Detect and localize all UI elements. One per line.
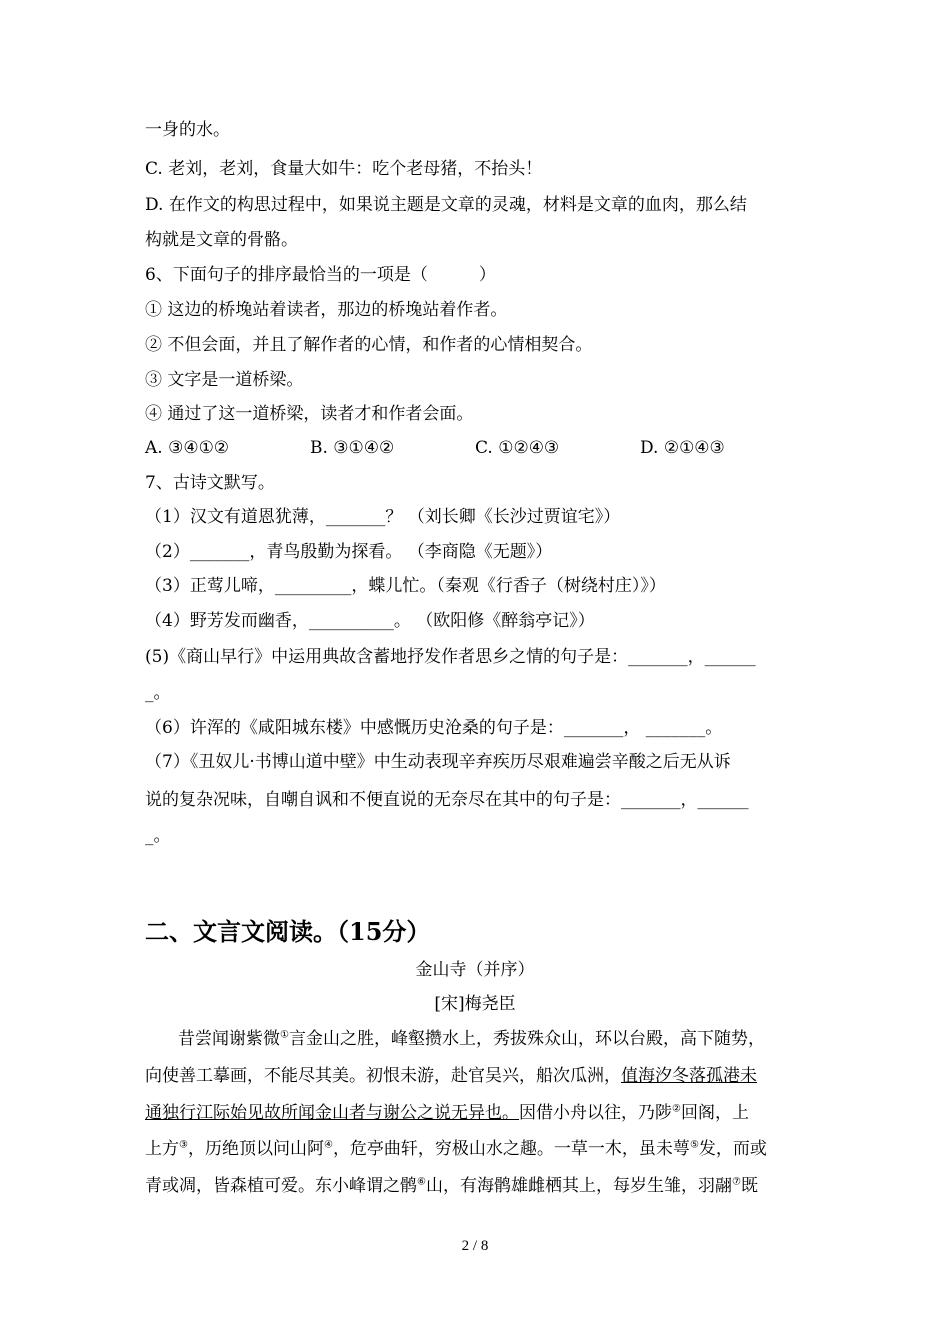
- passage-line: [145, 1101, 810, 1125]
- passage-line: [145, 1174, 810, 1198]
- option-b: B. ③①④②: [310, 438, 395, 458]
- passage-line: [145, 1137, 810, 1161]
- footnote-marker: ⑦: [731, 1176, 741, 1188]
- footnote-marker: ②: [672, 1103, 681, 1115]
- question-6-stem: 6、下面句子的排序最恰当的一项是（ ）: [145, 265, 496, 285]
- underlined-sentence: 通独行江际始见故所闻金山者与谢公之说无异也。: [145, 1103, 519, 1123]
- sentence-1: ① 这边的桥堍站着读者，那边的桥堍站着作者。: [145, 300, 508, 320]
- poem-title: 金山寺（并序）: [415, 960, 535, 980]
- question-7-item-2: （2）_______，青鸟殷勤为探看。 （李商隐《无题》）: [145, 542, 553, 562]
- sentence-3: ③ 文字是一道桥梁。: [145, 370, 304, 390]
- question-7-item-1: （1）汉文有道恩犹薄，_______？ （刘长卿《长沙过贾谊宅》）: [145, 507, 621, 527]
- footnote-marker: ④: [323, 1139, 333, 1151]
- question-7-item-5-cont: _。: [145, 683, 171, 703]
- question-7-item-4: （4）野芳发而幽香，__________。 （欧阳修《醉翁亭记》）: [145, 611, 595, 631]
- question-7-item-5: (5)《商山早行》中运用典故含蓄地抒发作者思乡之情的句子是：_______，______: [145, 647, 756, 667]
- sentence-4: ④ 通过了这一道桥梁，读者才和作者会面。: [145, 404, 474, 424]
- question-7-item-7-end: _。: [145, 826, 171, 846]
- sentence-2: ② 不但会面，并且了解作者的心情，和作者的心情相契合。: [145, 335, 593, 355]
- question-7-stem: 7、古诗文默写。: [145, 473, 275, 493]
- passage-line: [178, 1027, 810, 1051]
- option-c-line: C. 老刘，老刘，食量大如牛：吃个老母猪，不抬头！: [145, 159, 543, 179]
- passage-text: 上方: [145, 1139, 179, 1159]
- passage-text: 发，而或: [698, 1139, 767, 1159]
- passage-text: 昔尝闻谢紫微: [178, 1029, 280, 1049]
- passage-text: 山，有海鹘雄雌栖其上，每岁生雏，羽翮: [425, 1176, 732, 1196]
- option-d: D. ②①④③: [640, 438, 725, 458]
- passage-text: 回阁，上: [680, 1103, 749, 1123]
- text-line: 一身的水。: [145, 120, 230, 140]
- passage-text: 向使善工摹画，不能尽其美。初恨未游，赴官吴兴，船次瓜洲，: [145, 1066, 621, 1086]
- option-c: C. ①②④③: [475, 438, 560, 458]
- page-number: 2 / 8: [461, 1238, 489, 1254]
- passage-text: 因借小舟以往，乃陟: [519, 1103, 672, 1123]
- passage-text: 青或凋，皆森植可爱。东小峰谓之鹘: [145, 1176, 417, 1196]
- passage-line: [145, 1064, 810, 1088]
- option-d-line: D. 在作文的构思过程中，如果说主题是文章的灵魂，材料是文章的血肉，那么结: [145, 195, 747, 215]
- footnote-marker: ③: [179, 1139, 188, 1151]
- option-a: A. ③④①②: [145, 438, 230, 458]
- question-7-item-3: （3）正莺儿啼，_________，蝶儿忙。（秦观《行香子（树绕村庄）》）: [145, 576, 666, 596]
- question-7-item-7-cont: 说的复杂况味，自嘲自讽和不便直说的无奈尽在其中的句子是：_______，______: [145, 790, 749, 810]
- section-heading: 二、文言文阅读。（15分）: [145, 917, 431, 946]
- footnote-marker: ⑤: [689, 1139, 699, 1151]
- underlined-sentence: 值海汐冬落孤港未: [621, 1066, 757, 1086]
- question-7-item-7: （7）《丑奴儿·书博山道中壁》中生动表现辛弃疾历尽艰难遍尝辛酸之后无从诉: [145, 752, 731, 772]
- question-7-item-6: （6）许浑的《咸阳城东楼》中感慨历史沧桑的句子是：_______， _______。: [145, 718, 723, 738]
- text-line: 构就是文章的骨骼。: [145, 230, 298, 250]
- footnote-marker: ①: [280, 1029, 289, 1041]
- passage-text: 既: [740, 1176, 758, 1196]
- footnote-marker: ⑥: [417, 1176, 426, 1188]
- poem-author: [宋]梅尧臣: [434, 994, 516, 1014]
- passage-text: ，历绝顶以问山阿: [187, 1139, 324, 1159]
- passage-text: 言金山之胜，峰壑攒水上，秀拔殊众山，环以台殿，高下随势，: [288, 1029, 765, 1049]
- passage-text: ，危亭曲轩，穷极山水之趣。一草一木，虽未萼: [332, 1139, 690, 1159]
